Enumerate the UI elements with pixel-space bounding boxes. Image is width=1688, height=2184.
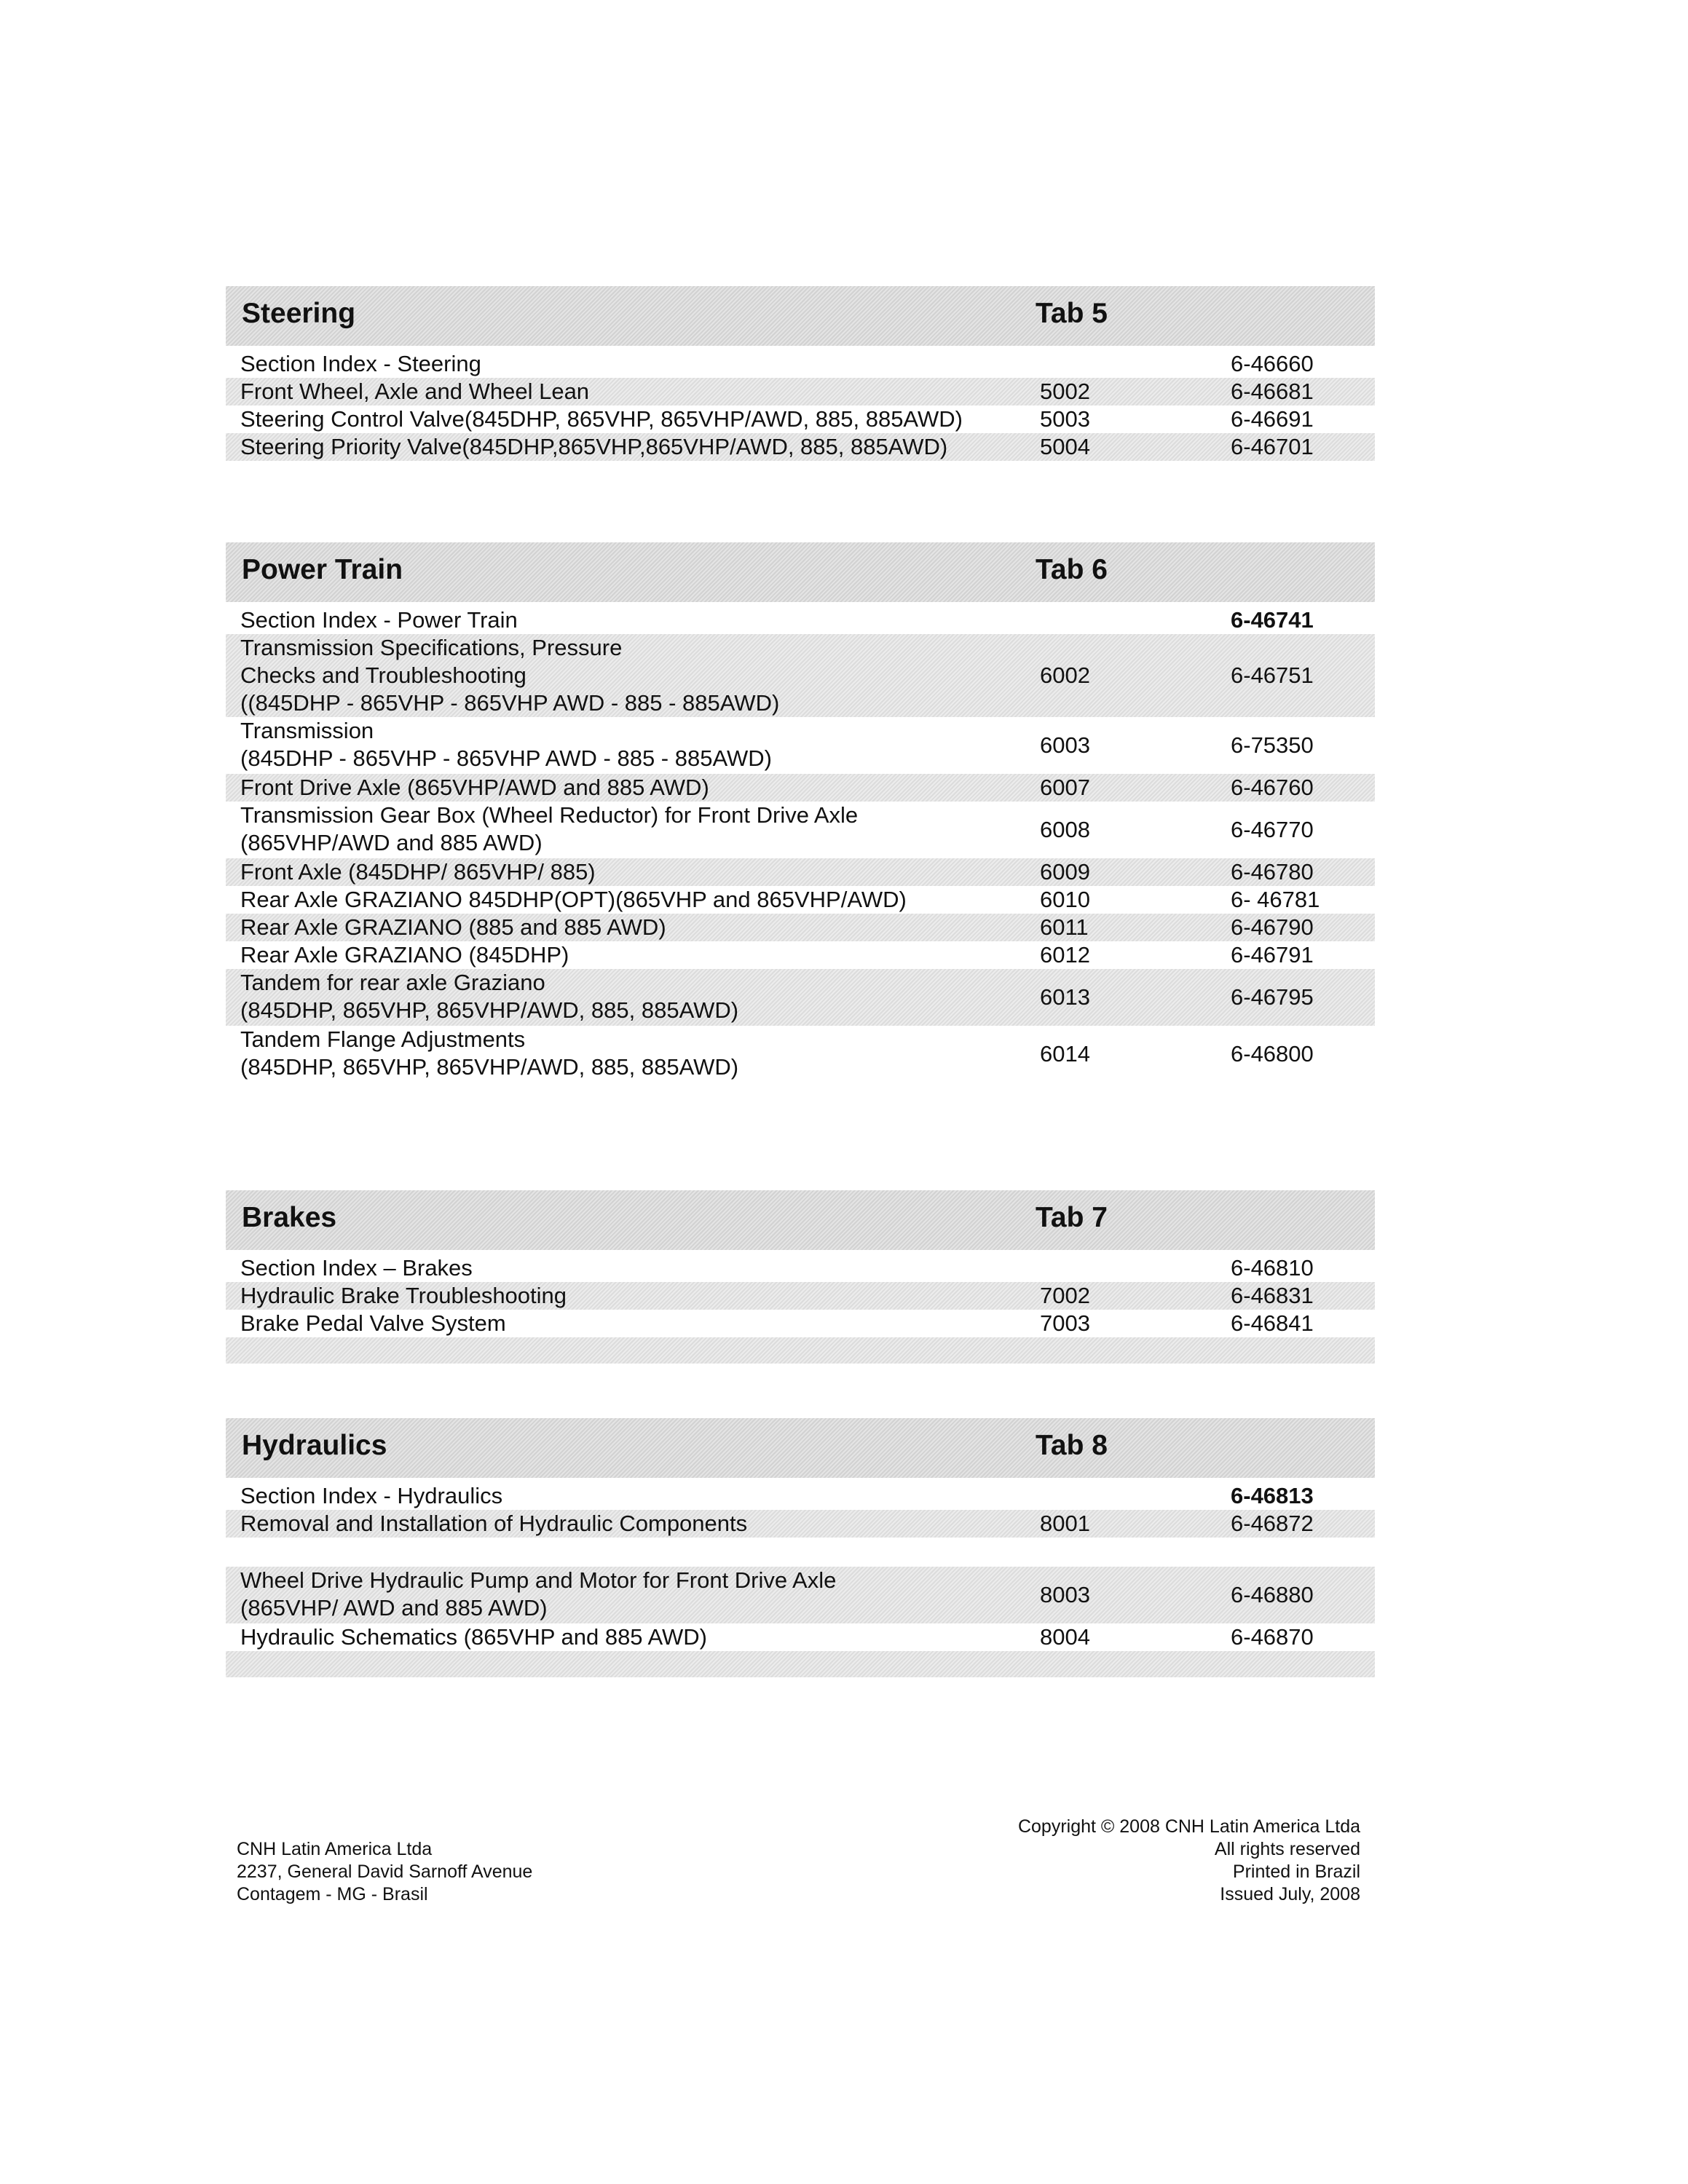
row-code: 6010 xyxy=(1040,887,1090,912)
index-row xyxy=(226,914,1375,941)
row-title-line: Transmission Gear Box (Wheel Reductor) for Front Drive Axle xyxy=(240,802,859,828)
section-header xyxy=(226,542,1375,602)
row-title xyxy=(240,802,858,857)
row-title: Section Index - Hydraulics xyxy=(240,1483,503,1508)
row-title xyxy=(240,634,779,717)
row-doc-number: 6-46841 xyxy=(1231,1310,1314,1336)
section-hydraulics xyxy=(226,1418,1375,1677)
row-doc-number: 6-46800 xyxy=(1231,1041,1314,1067)
row-title-line: Checks and Troubleshooting xyxy=(240,662,526,688)
index-row xyxy=(226,969,1375,1026)
row-code: 8001 xyxy=(1040,1511,1090,1536)
row-doc-number: 6-46880 xyxy=(1231,1582,1314,1607)
row-title-line: (845DHP, 865VHP, 865VHP/AWD, 885, 885AWD) xyxy=(240,997,739,1023)
row-title-line: (845DHP, 865VHP, 865VHP/AWD, 885, 885AWD) xyxy=(240,1054,739,1080)
row-code: 5002 xyxy=(1040,379,1090,404)
row-title: Hydraulic Schematics (865VHP and 885 AWD) xyxy=(240,1624,707,1650)
row-title-line: (845DHP - 865VHP - 865VHP AWD - 885 - 885AWD) xyxy=(240,745,772,771)
row-doc-number: 6-46741 xyxy=(1231,607,1314,633)
index-row xyxy=(226,1026,1375,1083)
footer-line: Copyright © 2008 CNH Latin America Ltda xyxy=(1017,1816,1360,1837)
row-doc-number: 6-46780 xyxy=(1231,859,1314,885)
row-doc-number: 6-46751 xyxy=(1231,662,1314,688)
row-code: 5003 xyxy=(1040,406,1090,432)
row-title-line: (865VHP/AWD and 885 AWD) xyxy=(240,830,543,855)
row-title: Rear Axle GRAZIANO 845DHP(OPT)(865VHP and 865VHP/AWD) xyxy=(240,887,907,912)
index-row xyxy=(226,1510,1375,1538)
row-doc-number: 6-46810 xyxy=(1231,1255,1314,1281)
index-row xyxy=(226,1567,1375,1623)
row-code: 8004 xyxy=(1040,1624,1090,1650)
row-title-line: Wheel Drive Hydraulic Pump and Motor for Front Drive Axle xyxy=(240,1567,837,1593)
row-doc-number: 6-46660 xyxy=(1231,351,1314,376)
section-brakes xyxy=(226,1190,1375,1364)
row-title: Front Wheel, Axle and Wheel Lean xyxy=(240,379,590,404)
index-row xyxy=(226,774,1375,802)
footer-line: Contagem - MG - Brasil xyxy=(237,1884,428,1904)
section-title: Steering xyxy=(242,298,356,329)
section-tab: Tab 5 xyxy=(1036,298,1108,329)
row-code: 6002 xyxy=(1040,662,1090,688)
row-doc-number: 6-46681 xyxy=(1231,379,1314,404)
row-doc-number: 6-46790 xyxy=(1231,914,1314,940)
row-code: 6007 xyxy=(1040,775,1090,800)
row-title xyxy=(240,1026,738,1081)
row-doc-number: 6-46770 xyxy=(1231,817,1314,842)
row-code: 6008 xyxy=(1040,817,1090,842)
row-code: 7002 xyxy=(1040,1283,1090,1308)
row-doc-number: 6-46791 xyxy=(1231,942,1314,968)
section-title: Brakes xyxy=(242,1202,337,1233)
section-tab: Tab 8 xyxy=(1036,1430,1108,1461)
section-title: Hydraulics xyxy=(242,1430,387,1461)
row-title: Rear Axle GRAZIANO (845DHP) xyxy=(240,942,569,968)
row-doc-number: 6-46691 xyxy=(1231,406,1314,432)
row-spacer xyxy=(226,1538,1375,1567)
index-row xyxy=(226,802,1375,858)
row-code: 8003 xyxy=(1040,1582,1090,1607)
footer-line: CNH Latin America Ltda xyxy=(237,1839,433,1859)
shaded-divider xyxy=(226,1337,1375,1364)
row-title: Steering Control Valve(845DHP, 865VHP, 865VHP/AWD, 885, 885AWD) xyxy=(240,406,963,432)
row-code: 6011 xyxy=(1040,914,1089,940)
row-title xyxy=(240,1567,836,1622)
row-code: 5004 xyxy=(1040,434,1090,459)
index-row xyxy=(226,1623,1375,1651)
row-title: Section Index - Steering xyxy=(240,351,481,376)
row-doc-number: 6-46831 xyxy=(1231,1283,1314,1308)
index-row xyxy=(226,433,1375,461)
footer-address xyxy=(237,1838,532,1906)
row-title: Front Drive Axle (865VHP/AWD and 885 AWD) xyxy=(240,775,709,800)
row-title: Hydraulic Brake Troubleshooting xyxy=(240,1283,567,1308)
index-row xyxy=(226,634,1375,717)
index-row xyxy=(226,378,1375,405)
section-tab: Tab 7 xyxy=(1036,1202,1108,1233)
index-row xyxy=(226,717,1375,774)
row-doc-number: 6-46701 xyxy=(1231,434,1314,459)
row-doc-number: 6-46795 xyxy=(1231,984,1314,1010)
row-title: Removal and Installation of Hydraulic Components xyxy=(240,1511,748,1536)
row-title-line: Transmission Specifications, Pressure xyxy=(240,635,623,660)
section-steering xyxy=(226,286,1375,461)
row-doc-number: 6-46870 xyxy=(1231,1624,1314,1650)
index-row xyxy=(226,405,1375,433)
section-power-train xyxy=(226,542,1375,1083)
row-doc-number: 6-46872 xyxy=(1231,1511,1314,1536)
index-row xyxy=(226,886,1375,914)
row-code: 7003 xyxy=(1040,1310,1090,1336)
footer-line: Printed in Brazil xyxy=(1232,1861,1360,1882)
row-title-line: Tandem for rear axle Graziano xyxy=(240,970,545,995)
index-row xyxy=(226,350,1375,378)
row-doc-number: 6-75350 xyxy=(1231,732,1314,758)
index-row xyxy=(226,1482,1375,1510)
row-doc-number: 6-46760 xyxy=(1231,775,1314,800)
row-code: 6003 xyxy=(1040,732,1090,758)
index-row xyxy=(226,941,1375,969)
row-code: 6009 xyxy=(1040,859,1090,885)
row-title-line: Transmission xyxy=(240,718,374,743)
index-row xyxy=(226,1282,1375,1310)
index-row xyxy=(226,1254,1375,1282)
row-title: Front Axle (845DHP/ 865VHP/ 885) xyxy=(240,859,596,885)
index-row xyxy=(226,606,1375,634)
row-title: Steering Priority Valve(845DHP,865VHP,865VHP/AWD, 885, 885AWD) xyxy=(240,434,948,459)
section-header xyxy=(226,286,1375,346)
row-title-line: (865VHP/ AWD and 885 AWD) xyxy=(240,1595,548,1621)
row-title: Brake Pedal Valve System xyxy=(240,1310,506,1336)
index-row xyxy=(226,1310,1375,1337)
section-header xyxy=(226,1190,1375,1250)
row-code: 6012 xyxy=(1040,942,1090,968)
row-title: Rear Axle GRAZIANO (885 and 885 AWD) xyxy=(240,914,666,940)
section-tab: Tab 6 xyxy=(1036,554,1108,585)
index-row xyxy=(226,858,1375,886)
section-header xyxy=(226,1418,1375,1478)
row-title-line: Tandem Flange Adjustments xyxy=(240,1026,526,1052)
row-title xyxy=(240,969,738,1024)
row-doc-number: 6- 46781 xyxy=(1231,887,1320,912)
row-title: Section Index - Power Train xyxy=(240,607,518,633)
row-title xyxy=(240,717,772,772)
row-code: 6014 xyxy=(1040,1041,1090,1067)
shaded-divider xyxy=(226,1651,1375,1677)
footer-line: 2237, General David Sarnoff Avenue xyxy=(237,1861,533,1882)
row-title-line: ((845DHP - 865VHP - 865VHP AWD - 885 - 885AWD) xyxy=(240,690,780,716)
section-title: Power Train xyxy=(242,554,403,585)
footer-line: Issued July, 2008 xyxy=(1220,1884,1360,1904)
row-title: Section Index – Brakes xyxy=(240,1255,473,1281)
row-doc-number: 6-46813 xyxy=(1231,1483,1314,1508)
row-code: 6013 xyxy=(1040,984,1090,1010)
footer-copyright xyxy=(1018,1816,1360,1906)
footer-line: All rights reserved xyxy=(1214,1839,1360,1859)
